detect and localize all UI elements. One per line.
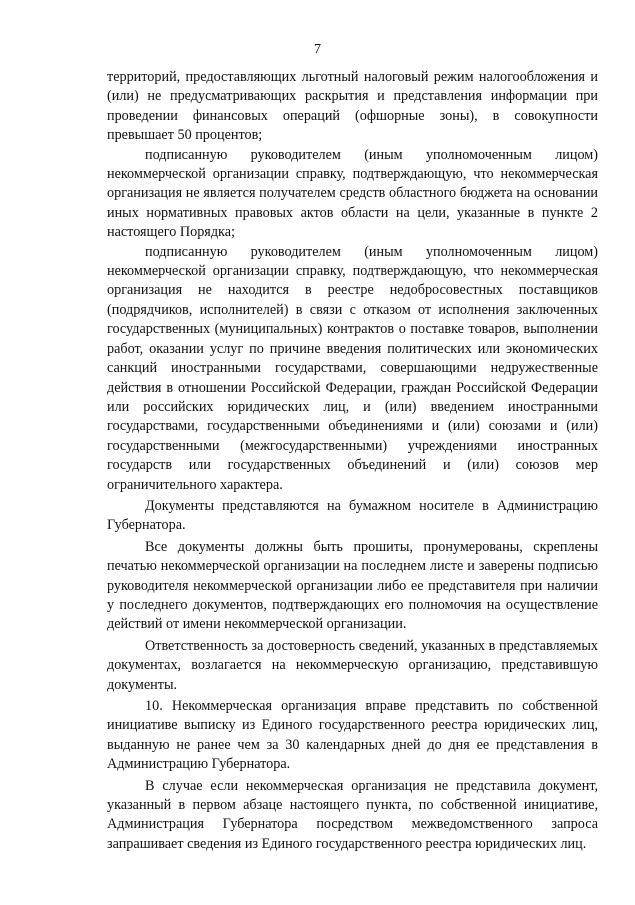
paragraph-item-10: 10. Некоммерческая организация вправе представить по собственной инициативе выписку из Единого государственного реестра юридических лиц, выданную не ранее чем за 30 календарных дней до дня ее представления в Администрацию Губернатора.: [107, 698, 598, 773]
page-number: 7: [314, 42, 321, 57]
paragraph-interagency-request: В случае если некоммерческая организация не представила документ, указанный в первом абзаце настоящего пункта, по собственной инициативе, Администрация Губернатора посредством межведомственного запроса запрашивает сведения из Единого государственного реестра юридических лиц.: [107, 777, 598, 852]
paragraph-responsibility: Ответственность за достоверность сведений, указанных в представляемых документах, возлагается на некоммерческую организацию, представившую документы.: [107, 637, 598, 693]
paragraph-registry-certificate: подписанную руководителем (иным уполномоченным лицом) некоммерческой организации справку, подтверждающую, что некоммерческая организация не находится в реестре недобросовестных поставщиков (подрядчиков, исполнителей) в связи с отказом от исполнения заключенных государственных (муниципальных) контрактов о поставке товаров, выполнении работ, оказании услуг по причине введения политических или экономических санкций иностранными государствами, совершающими недружественные действия в отношении Российской Федерации, граждан Российской Федерации или российских юридических лиц, и (или) введением иностранными государствами, государственными объединениями и (или) союзами и (или) государственными (межгосударственными) учреждениями иностранных государств или государственных объединений и (или) союзов мер ограничительного характера.: [107, 243, 598, 493]
paragraph-budget-certificate: подписанную руководителем (иным уполномоченным лицом) некоммерческой организации справку, подтверждающую, что некоммерческая организация не является получателем средств областного бюджета на основании иных нормативных правовых актов области на цели, указанные в пункте 2 настоящего Порядка;: [107, 146, 598, 241]
paragraph-offshore-continuation: территорий, предоставляющих льготный налоговый режим налогообложения и (или) не предусматривающих раскрытия и представления информации при проведении финансовых операций (офшорные зоны), в совокупности превышает 50 процентов;: [107, 69, 598, 144]
paragraph-document-binding: Все документы должны быть прошиты, пронумерованы, скреплены печатью некоммерческой организации на последнем листе и заверены подписью руководителя некоммерческой организации либо ее представителя при наличии у последнего документов, подтверждающих его полномочия на осуществление действий от имени некоммерческой организации.: [107, 538, 598, 633]
document-body: [107, 68, 598, 854]
paragraph-paper-submission: Документы представляются на бумажном носителе в Администрацию Губернатора.: [107, 497, 598, 534]
